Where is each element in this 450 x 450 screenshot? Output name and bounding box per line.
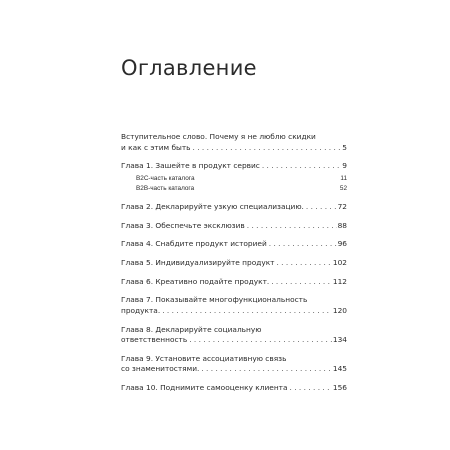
toc-entry-text: Глава 2. Декларируйте узкую специализацию. [121, 201, 304, 211]
toc-page-number: 5 [342, 142, 347, 152]
toc-entry-text: Глава 5. Индивидуализируйте продукт [121, 257, 275, 267]
toc-entry-text-line1: Глава 7. Показывайте многофункциональность [121, 295, 308, 305]
toc-page-number: 88 [337, 220, 347, 230]
toc-entry-line [121, 143, 347, 154]
toc-entry-chapter-7 [121, 295, 347, 316]
toc-entry-text-line2: продукта. [121, 305, 161, 315]
toc-entry-chapter-2 [121, 202, 347, 213]
dot-leader [276, 258, 331, 269]
toc-subentry [121, 184, 347, 194]
toc-entry-text: Глава 3. Обеспечьте эксклюзив [121, 220, 245, 230]
toc-page-number: 112 [332, 276, 347, 286]
dot-leader [262, 161, 341, 172]
toc-page-number: 120 [332, 305, 347, 315]
toc-entry-line [121, 306, 347, 317]
toc-entry-text: Глава 1. Зашейте в продукт сервис [121, 161, 260, 171]
dot-leader [306, 202, 337, 213]
toc-entry-text-line2: и как с этим быть [121, 142, 191, 152]
toc-page-number: 9 [342, 161, 347, 171]
toc-entry-chapter-5 [121, 258, 347, 269]
dot-leader [271, 277, 332, 288]
toc-entry-line [121, 335, 347, 346]
dot-leader [162, 306, 332, 317]
toc-entry-line [121, 383, 347, 394]
toc-entry-chapter-10 [121, 383, 347, 394]
toc-entry-line [121, 161, 347, 172]
toc-entry-line [121, 221, 347, 232]
toc-entry-text: Глава 6. Креативно подайте продукт. [121, 276, 270, 286]
toc-entry-text-line2: ответственность [121, 335, 188, 344]
toc-page-number: 134 [332, 335, 347, 344]
toc-page-number: 96 [337, 239, 347, 249]
toc-entry-text-line2: со знаменитостями. [121, 364, 200, 374]
toc-subentry [121, 174, 347, 184]
toc-page-number: 102 [332, 257, 347, 267]
dot-leader [290, 383, 332, 394]
toc-page-number: 72 [337, 201, 347, 211]
toc-entry-text-line1: Глава 9. Установите ассоциативную связь [121, 353, 287, 363]
toc-entry-chapter-6 [121, 277, 347, 288]
toc-subentry-label: B2C-часть каталога [136, 174, 195, 182]
toc-entry-text: Глава 4. Снабдите продукт историей [121, 239, 267, 249]
toc-subentry-label: B2B-часть каталога [136, 185, 195, 193]
toc-entry-text-line1: Вступительное слово. Почему я не люблю скидки [121, 132, 316, 141]
dot-leader [201, 364, 332, 375]
dot-leader [193, 143, 342, 154]
toc-page-number: 11 [340, 174, 347, 182]
toc-subentries-chapter-1 [121, 174, 347, 194]
toc-entry-chapter-4 [121, 239, 347, 250]
toc-entry-chapter-1 [121, 161, 347, 172]
toc-page-number: 52 [339, 185, 347, 193]
table-of-contents [121, 132, 347, 402]
toc-entry-chapter-8 [121, 325, 347, 346]
toc-page-number: 145 [332, 364, 347, 374]
toc-entry-text: Глава 10. Поднимите самооценку клиента [121, 382, 288, 392]
toc-entry-line [121, 277, 347, 288]
toc-entry-chapter-9 [121, 354, 347, 375]
toc-page-number: 156 [332, 382, 347, 392]
page-title: Оглавление [121, 56, 257, 80]
toc-entry-line [121, 364, 347, 375]
toc-entry-line [121, 202, 347, 213]
toc-entry-line [121, 239, 347, 250]
toc-entry-intro [121, 132, 347, 153]
toc-entry-line [121, 258, 347, 269]
dot-leader [247, 221, 337, 232]
dot-leader [189, 335, 332, 346]
toc-entry-chapter-3 [121, 221, 347, 232]
toc-entry-text-line1: Глава 8. Декларируйте социальную [121, 324, 262, 334]
dot-leader [269, 239, 337, 250]
